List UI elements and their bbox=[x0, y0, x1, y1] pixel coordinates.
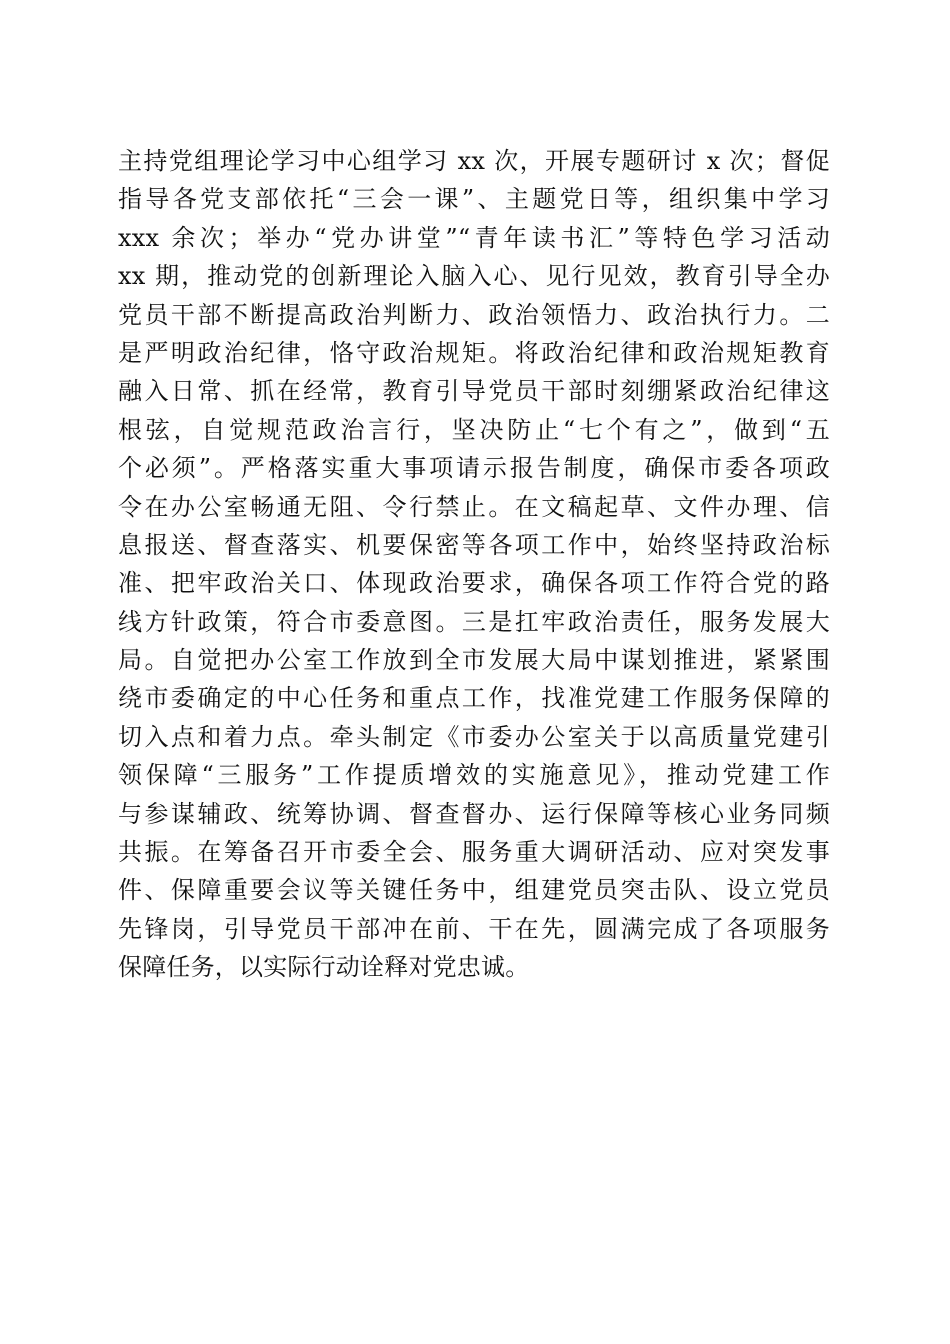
paragraph-line: 与参谋辅政、统筹协调、督查督办、运行保障等核心业务同频 bbox=[118, 799, 830, 828]
body-paragraph bbox=[118, 142, 830, 987]
paragraph-line: 个必须”。严格落实重大事项请示报告制度，确保市委各项政 bbox=[118, 454, 830, 483]
paragraph-line: 保障任务，以实际行动诠释对党忠诚。 bbox=[118, 953, 530, 982]
paragraph-line: 息报送、督查落实、机要保密等各项工作中，始终坚持政治标 bbox=[118, 530, 830, 559]
paragraph-line: 主持党组理论学习中心组学习 xx 次，开展专题研讨 x 次；督促 bbox=[118, 147, 830, 175]
paragraph-line: 领保障“三服务”工作提质增效的实施意见》，推动党建工作 bbox=[118, 761, 830, 790]
paragraph-line: 局。自觉把办公室工作放到全市发展大局中谋划推进，紧紧围 bbox=[118, 646, 830, 675]
paragraph-line: 是严明政治纪律，恪守政治规矩。将政治纪律和政治规矩教育 bbox=[118, 338, 830, 367]
paragraph-line: 线方针政策，符合市委意图。三是扛牢政治责任，服务发展大 bbox=[118, 607, 830, 636]
paragraph-line: 融入日常、抓在经常，教育引导党员干部时刻绷紧政治纪律这 bbox=[118, 377, 830, 406]
paragraph-line: 指导各党支部依托“三会一课”、主题党日等，组织集中学习 bbox=[118, 185, 830, 214]
paragraph-line: xx 期，推动党的创新理论入脑入心、见行见效，教育引导全办 bbox=[118, 262, 830, 291]
paragraph-line: 党员干部不断提高政治判断力、政治领悟力、政治执行力。二 bbox=[118, 300, 830, 329]
paragraph-line: 共振。在筹备召开市委全会、服务重大调研活动、应对突发事 bbox=[118, 838, 830, 867]
paragraph-line: 件、保障重要会议等关键任务中，组建党员突击队、设立党员 bbox=[118, 876, 830, 905]
paragraph-line: 切入点和着力点。牵头制定《市委办公室关于以高质量党建引 bbox=[118, 722, 830, 751]
paragraph-line: 绕市委确定的中心任务和重点工作，找准党建工作服务保障的 bbox=[118, 684, 830, 713]
paragraph-line: 根弦，自觉规范政治言行，坚决防止“七个有之”，做到“五 bbox=[118, 415, 830, 444]
paragraph-line: 先锋岗，引导党员干部冲在前、干在先，圆满完成了各项服务 bbox=[118, 914, 830, 943]
paragraph-line: 令在办公室畅通无阻、令行禁止。在文稿起草、文件办理、信 bbox=[118, 492, 830, 521]
paragraph-line: xxx 余次；举办“党办讲堂”“青年读书汇”等特色学习活动 bbox=[118, 223, 830, 252]
paragraph-line: 准、把牢政治关口、体现政治要求，确保各项工作符合党的路 bbox=[118, 569, 830, 598]
